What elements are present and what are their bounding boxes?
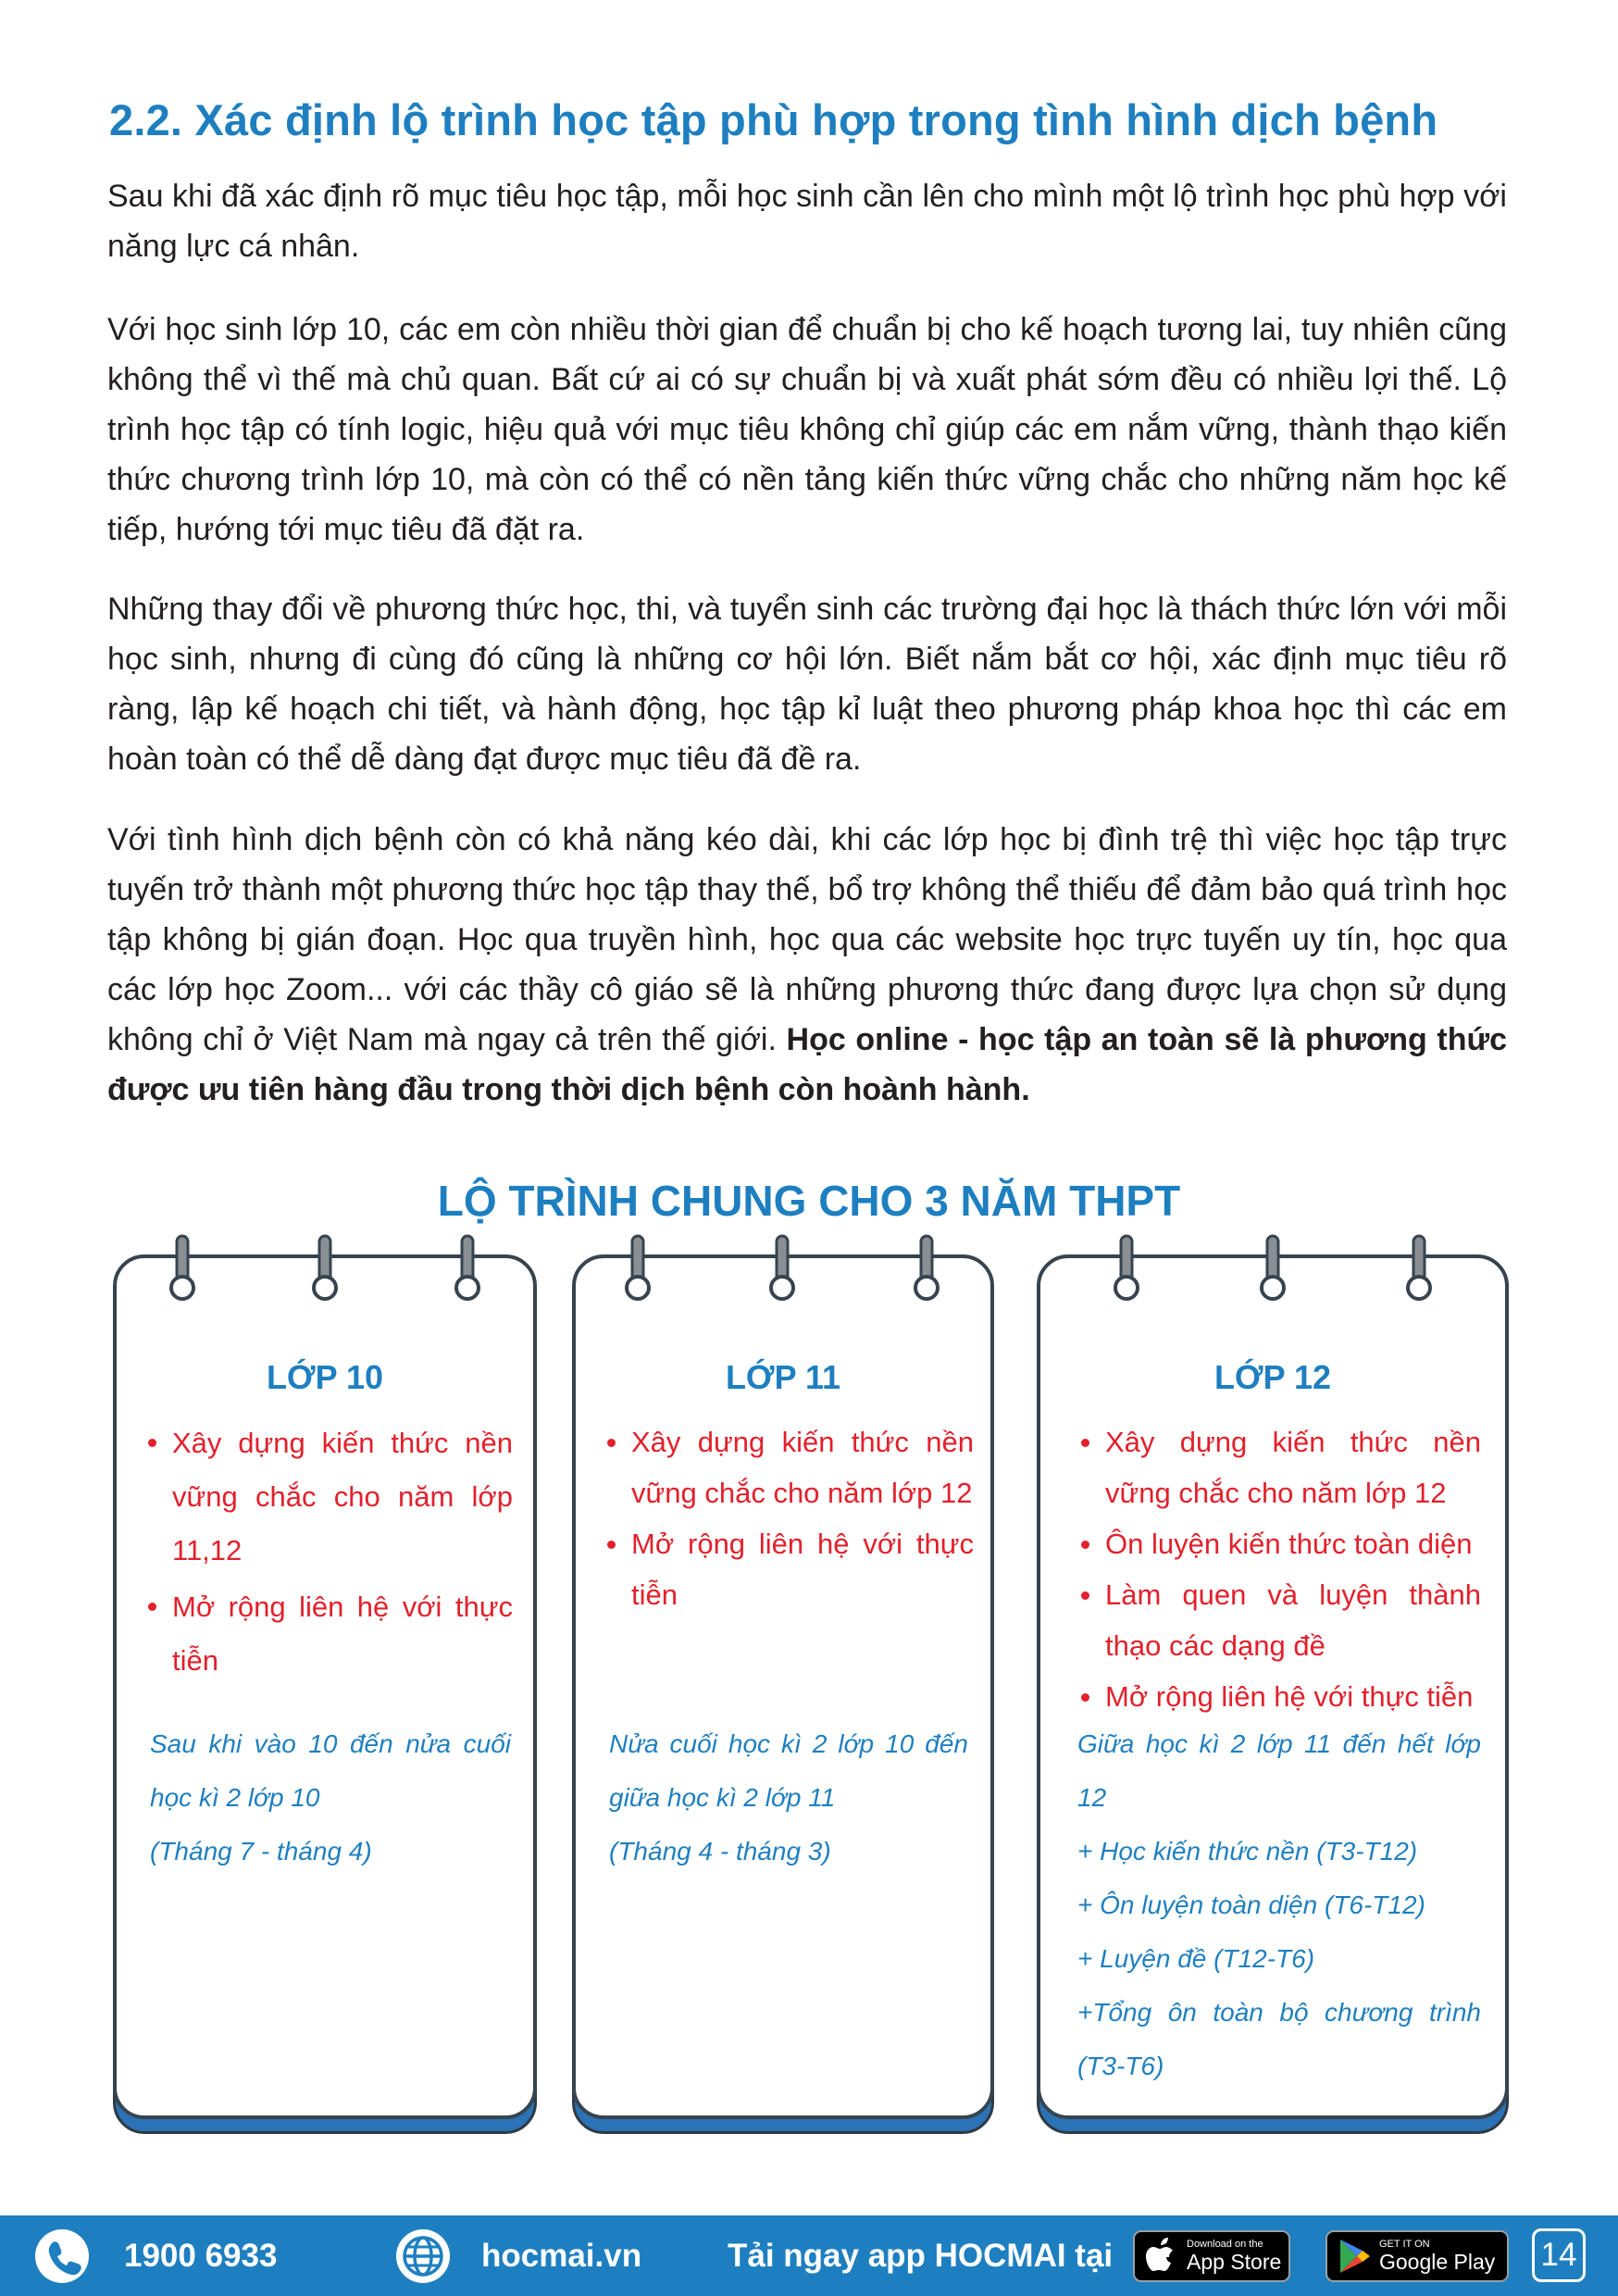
- card-items: [1074, 1416, 1481, 1722]
- paragraph-4-bold: Học online - học tập an toàn sẽ là phương thức được ưu tiên hàng đầu trong thời dịch bệnh còn hoành hành.: [107, 1022, 1507, 1107]
- app-store-badge[interactable]: [1133, 2230, 1290, 2282]
- roadmap-card-grade-11: [572, 1254, 994, 2134]
- card-item: Ôn luyện kiến thức toàn diện: [1074, 1518, 1481, 1569]
- binder-ring-icon: [1113, 1234, 1140, 1304]
- google-play-badge[interactable]: [1326, 2230, 1509, 2282]
- apple-icon: [1144, 2236, 1181, 2277]
- card-items: [600, 1416, 974, 1620]
- roadmap-card-grade-12: [1037, 1254, 1509, 2134]
- note-line: (Tháng 7 - tháng 4): [150, 1837, 372, 1866]
- app-store-small: Download on the: [1187, 2239, 1263, 2250]
- card-item: Mở rộng liên hệ với thực tiễn: [1074, 1671, 1481, 1722]
- footer-website[interactable]: [394, 2215, 641, 2296]
- footer-bar: [0, 2215, 1618, 2296]
- google-play-icon: [1337, 2237, 1374, 2276]
- paragraph-1: Sau khi đã xác định rõ mục tiêu học tập, mỗi học sinh cần lên cho mình một lộ trình học phù hợp với năng lực cá nhân.: [107, 179, 1507, 264]
- note-line: Giữa học kì 2 lớp 11 đến hết lớp 12: [1077, 1729, 1481, 1812]
- card-title: LỚP 11: [725, 1358, 841, 1396]
- binder-ring-icon: [168, 1234, 196, 1304]
- note-line: Nửa cuối học kì 2 lớp 10 đến giữa học kì 2 lớp 11: [609, 1729, 968, 1812]
- roadmap-title: LỘ TRÌNH CHUNG CHO 3 NĂM THPT: [437, 1177, 1181, 1225]
- app-store-big: App Store: [1187, 2250, 1282, 2274]
- card-item: Mở rộng liên hệ với thực tiễn: [141, 1580, 513, 1688]
- card-item: Xây dựng kiến thức nền vững chắc cho năm lớp 11,12: [141, 1416, 513, 1578]
- phone-number: 1900 6933: [124, 2237, 278, 2274]
- card-item: Xây dựng kiến thức nền vững chắc cho năm lớp 12: [600, 1416, 974, 1518]
- binder-ring-icon: [768, 1234, 796, 1304]
- website-label: hocmai.vn: [481, 2237, 642, 2274]
- binder-ring-icon: [311, 1234, 339, 1304]
- card-timeline-note: [609, 1717, 968, 1878]
- globe-icon: [394, 2227, 452, 2285]
- google-play-text: [1379, 2239, 1495, 2274]
- app-download-text: Tải ngay app HOCMAI tại: [728, 2237, 1114, 2274]
- note-line: + Luyện đề (T12-T6): [1077, 1944, 1315, 1973]
- footer-phone[interactable]: [33, 2215, 277, 2296]
- paragraph-3: Những thay đổi về phương thức học, thi, và tuyển sinh các trường đại học là thách thức lớn với mỗi học sinh, nhưng đi cùng đó cũng là những cơ hội lớn. Biết nắm bắt cơ hội, xác định mục tiêu rõ ràng, lập kế hoạch chi tiết, và hành động, học tập kỉ luật theo phương pháp khoa học thì các em hoàn toàn có thể dễ dàng đạt được mục tiêu đã đề ra.: [107, 592, 1507, 777]
- phone-icon: [33, 2227, 91, 2285]
- card-title: LỚP 12: [1214, 1358, 1332, 1396]
- note-line: + Ôn luyện toàn diện (T6-T12): [1077, 1890, 1425, 1919]
- card-timeline-note: [150, 1717, 511, 1878]
- paragraph-2: Với học sinh lớp 10, các em còn nhiều thời gian để chuẩn bị cho kế hoạch tương lai, tuy nhiên cũng không thể vì thế mà chủ quan. Bất cứ ai có sự chuẩn bị và xuất phát sớm đều có nhiều lợi thế. Lộ trình học tập có tính logic, hiệu quả với mục tiêu không chỉ giúp các em nắm vững, thành thạo kiến thức chương trình lớp 10, mà còn có thể có nền tảng kiến thức vững chắc cho những năm học kế tiếp, hướng tới mục tiêu đã đặt ra.: [107, 312, 1507, 547]
- paragraph-4-text: Với tình hình dịch bệnh còn có khả năng kéo dài, khi các lớp học bị đình trệ thì việc học tập trực tuyến trở thành một phương thức học tập thay thế, bổ trợ không thể thiếu để đảm bảo quá trình học tập không bị gián đoạn. Học qua truyền hình, học qua các website học trực tuyến uy tín, học qua các lớp học Zoom... với các thầy cô giáo sẽ là những phương thức đang được lựa chọn sử dụng không chỉ ở Việt Nam mà ngay cả trên thế giới.: [107, 822, 1507, 1057]
- google-play-big: Google Play: [1379, 2250, 1496, 2274]
- note-line: Sau khi vào 10 đến nửa cuối học kì 2 lớp 10: [150, 1729, 511, 1812]
- card-timeline-note: [1077, 1717, 1481, 2093]
- note-line: (Tháng 4 - tháng 3): [609, 1837, 831, 1866]
- note-line: + Học kiến thức nền (T3-T12): [1077, 1837, 1418, 1866]
- page-number: 14: [1532, 2228, 1586, 2282]
- binder-ring-icon: [624, 1234, 652, 1304]
- card-title: LỚP 10: [266, 1358, 384, 1396]
- google-play-small: GET IT ON: [1379, 2239, 1430, 2250]
- card-item: Xây dựng kiến thức nền vững chắc cho năm lớp 12: [1074, 1416, 1481, 1518]
- section-heading: 2.2. Xác định lộ trình học tập phù hợp trong tình hình dịch bệnh: [109, 95, 1438, 144]
- note-line: +Tổng ôn toàn bộ chương trình (T3-T6): [1077, 1998, 1481, 2080]
- footer-app-text: [728, 2215, 1113, 2296]
- binder-ring-icon: [1259, 1234, 1287, 1304]
- paragraph-4: [107, 815, 1507, 1115]
- app-store-text: [1187, 2239, 1281, 2274]
- binder-ring-icon: [913, 1234, 940, 1304]
- binder-ring-icon: [1405, 1234, 1433, 1304]
- card-item: Mở rộng liên hệ với thực tiễn: [600, 1518, 974, 1620]
- card-item: Làm quen và luyện thành thạo các dạng đề: [1074, 1569, 1481, 1671]
- binder-ring-icon: [454, 1234, 481, 1304]
- roadmap-card-grade-10: [113, 1254, 537, 2134]
- card-items: [141, 1416, 513, 1691]
